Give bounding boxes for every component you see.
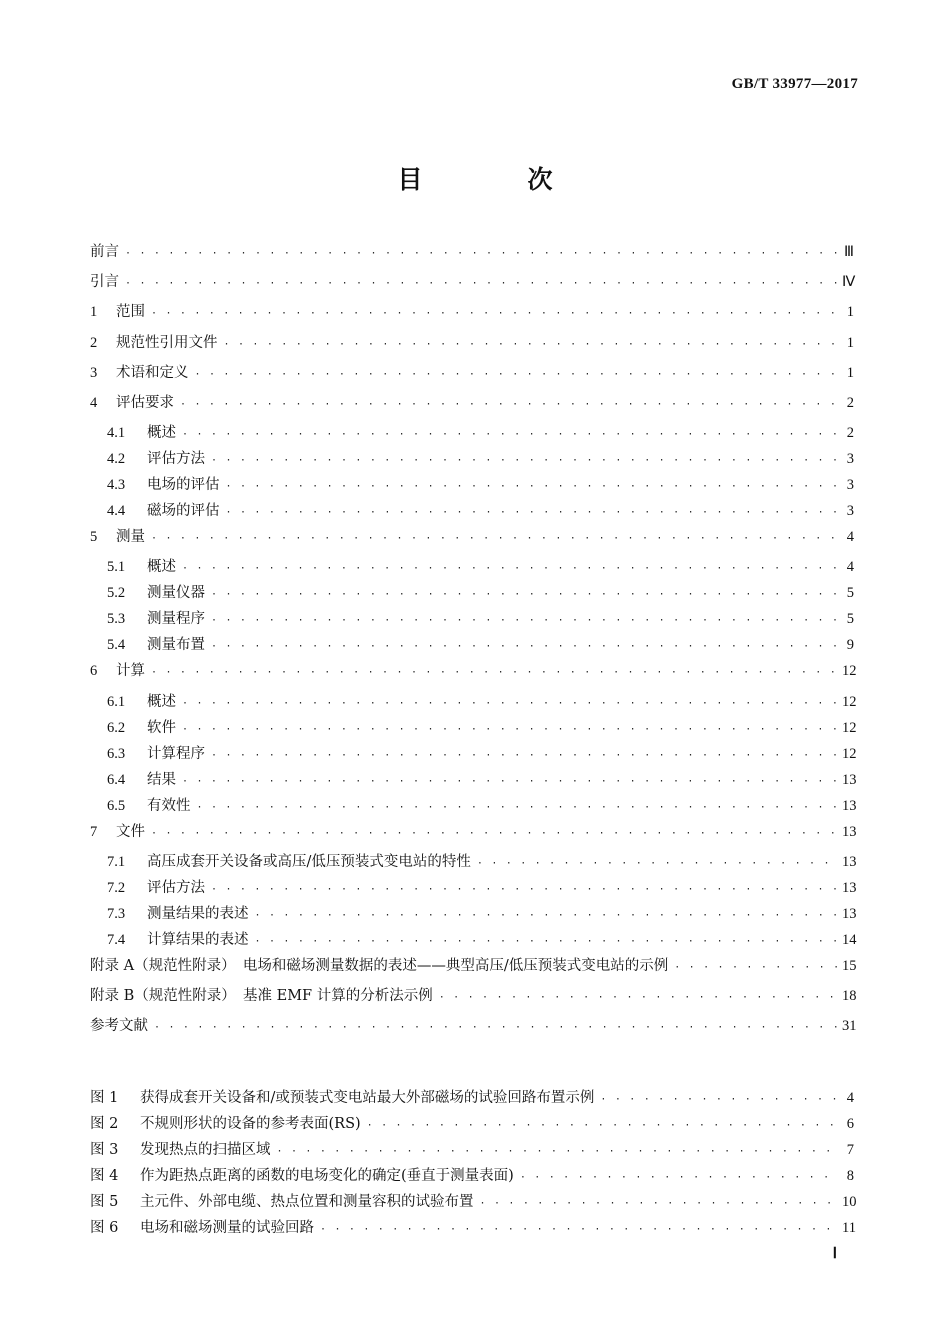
figure-entry-number: 图 2 [90, 1116, 119, 1132]
toc-entry[interactable] [90, 270, 854, 300]
toc-entry-page: 2 [846, 394, 854, 411]
dot-leader [180, 563, 838, 574]
toc-entry[interactable] [90, 555, 854, 581]
figure-entry[interactable] [90, 1164, 854, 1190]
toc-entry-label: 规范性引用文件 [116, 334, 218, 351]
toc-entry[interactable] [90, 902, 857, 928]
dot-leader [672, 962, 838, 973]
dot-leader [195, 802, 839, 813]
dot-leader [209, 750, 838, 761]
toc-entry[interactable] [90, 716, 857, 742]
toc-entry-label: 计算程序 [147, 745, 205, 762]
dot-leader [253, 936, 839, 947]
toc-entry-label: 参考文献 [90, 1018, 148, 1035]
table-of-contents [90, 240, 857, 1044]
toc-entry-label: 附录 A（规范性附录） 电场和磁场测量数据的表述——典型高压/低压预装式变电站的示例 [90, 957, 669, 974]
toc-entry-page: 13 [842, 905, 857, 922]
figure-entry-page: 10 [842, 1194, 857, 1210]
dot-leader [123, 278, 838, 289]
toc-entry-page: 12 [842, 719, 857, 736]
toc-entry-page: 12 [842, 663, 857, 680]
toc-entry-number: 2 [90, 334, 98, 351]
toc-entry[interactable] [90, 421, 854, 447]
toc-entry-number: 6.4 [107, 771, 126, 788]
toc-entry-label: 范围 [116, 304, 145, 321]
toc-entry-number: 4.3 [107, 477, 126, 494]
toc-entry-page: 31 [842, 1018, 857, 1035]
toc-entry[interactable] [90, 499, 854, 525]
page-title: 目 次 [397, 165, 593, 194]
toc-entry-number: 7.1 [107, 853, 126, 870]
dot-leader [123, 248, 838, 259]
dot-leader [518, 1172, 838, 1183]
toc-entry-number: 7.2 [107, 879, 126, 896]
figure-entry[interactable] [90, 1112, 854, 1138]
toc-entry[interactable] [90, 581, 854, 607]
figure-entry-number: 图 6 [90, 1220, 119, 1236]
toc-entry-number: 1 [90, 304, 98, 321]
figure-entry-label: 作为距热点距离的函数的电场变化的确定(垂直于测量表面) [140, 1168, 514, 1184]
standard-number: GB/T 33977—2017 [731, 76, 858, 92]
toc-entry-label: 磁场的评估 [147, 503, 220, 520]
dot-leader [193, 369, 839, 380]
dot-leader [475, 858, 838, 869]
toc-entry[interactable] [90, 361, 854, 391]
toc-entry-page: 2 [846, 425, 854, 442]
toc-entry-number: 5.2 [107, 585, 126, 602]
figure-entry-page: 8 [846, 1168, 854, 1184]
dot-leader [209, 884, 838, 895]
toc-entry-label: 有效性 [147, 797, 191, 814]
toc-entry-page: 18 [842, 987, 857, 1004]
toc-entry-number: 4.1 [107, 425, 126, 442]
figure-entry-label: 不规则形状的设备的参考表面(RS) [140, 1116, 361, 1132]
toc-entry[interactable] [90, 331, 854, 361]
toc-entry-label: 测量布置 [147, 637, 205, 654]
dot-leader [318, 1224, 838, 1235]
dot-leader [180, 776, 838, 787]
dot-leader [253, 910, 839, 921]
toc-entry-number: 6 [90, 663, 98, 680]
page-number: Ⅰ [832, 1246, 837, 1262]
figure-entry[interactable] [90, 1216, 854, 1242]
dot-leader [149, 533, 838, 544]
toc-entry[interactable] [90, 794, 857, 820]
toc-entry-number: 6.5 [107, 797, 126, 814]
figure-entry-page: 4 [846, 1090, 854, 1106]
toc-entry-page: 13 [842, 771, 857, 788]
toc-entry-page: 3 [846, 451, 854, 468]
toc-entry-page: 13 [842, 823, 857, 840]
dot-leader [222, 339, 839, 350]
toc-entry-page: 12 [842, 693, 857, 710]
toc-entry[interactable] [90, 447, 854, 473]
figure-entry[interactable] [90, 1138, 854, 1164]
dot-leader [149, 667, 838, 678]
toc-entry-page: 1 [846, 364, 854, 381]
figure-entry[interactable] [90, 1086, 854, 1112]
toc-entry-page: 4 [846, 559, 854, 576]
toc-entry-label: 引言 [90, 274, 119, 291]
toc-entry-label: 概述 [147, 693, 176, 710]
figure-entry-label: 发现热点的扫描区域 [140, 1142, 271, 1158]
toc-entry-label: 概述 [147, 559, 176, 576]
toc-entry-label: 附录 B（规范性附录） 基准 EMF 计算的分析法示例 [90, 987, 433, 1004]
figure-entry-label: 获得成套开关设备和/或预装式变电站最大外部磁场的试验回路布置示例 [140, 1090, 595, 1106]
toc-entry-label: 测量结果的表述 [147, 905, 249, 922]
toc-entry-number: 7.4 [107, 931, 126, 948]
toc-entry-number: 5.3 [107, 611, 126, 628]
toc-entry-label: 结果 [147, 771, 176, 788]
toc-entry-page: 13 [842, 879, 857, 896]
toc-entry-label: 评估方法 [147, 879, 205, 896]
dot-leader [152, 1022, 838, 1033]
figure-entry-label: 电场和磁场测量的试验回路 [140, 1220, 314, 1236]
toc-entry[interactable] [90, 850, 857, 876]
toc-entry-page: 5 [846, 611, 854, 628]
toc-entry-number: 4 [90, 394, 98, 411]
toc-entry[interactable] [90, 954, 857, 984]
toc-entry-number: 4.4 [107, 503, 126, 520]
figure-entry-label: 主元件、外部电缆、热点位置和测量容积的试验布置 [140, 1194, 474, 1210]
toc-entry-page: 14 [842, 931, 857, 948]
toc-entry-page: 13 [842, 797, 857, 814]
toc-entry[interactable] [90, 820, 857, 850]
toc-entry-label: 评估方法 [147, 451, 205, 468]
dot-leader [149, 308, 838, 319]
toc-entry-label: 计算 [116, 663, 145, 680]
dot-leader [437, 992, 838, 1003]
toc-entry-page: 12 [842, 745, 857, 762]
toc-entry[interactable] [90, 473, 854, 499]
toc-entry-label: 软件 [147, 719, 176, 736]
dot-leader [478, 1198, 839, 1209]
toc-entry-page: 3 [846, 477, 854, 494]
toc-entry-label: 概述 [147, 425, 176, 442]
toc-entry-label: 计算结果的表述 [147, 931, 249, 948]
dot-leader [209, 641, 838, 652]
toc-entry-label: 文件 [116, 823, 145, 840]
toc-entry-page: 13 [842, 853, 857, 870]
toc-entry-number: 4.2 [107, 451, 126, 468]
dot-leader [149, 828, 838, 839]
toc-entry-page: 5 [846, 585, 854, 602]
dot-leader [275, 1146, 839, 1157]
toc-entry[interactable] [90, 633, 854, 659]
toc-entry-label: 术语和定义 [116, 364, 189, 381]
toc-entry-label: 前言 [90, 244, 119, 260]
toc-entry-label: 电场的评估 [147, 477, 220, 494]
toc-entry-page: 15 [842, 957, 857, 974]
dot-leader [224, 481, 839, 492]
figure-entry-number: 图 3 [90, 1142, 119, 1158]
dot-leader [598, 1094, 838, 1105]
toc-entry-page: 1 [846, 304, 854, 321]
dot-leader [178, 399, 838, 410]
toc-entry[interactable] [90, 300, 854, 330]
toc-entry[interactable] [90, 928, 857, 954]
figure-entry-page: 6 [846, 1116, 854, 1132]
figure-entry-number: 图 4 [90, 1168, 119, 1184]
toc-entry-number: 3 [90, 364, 98, 381]
toc-entry-page: 9 [846, 637, 854, 654]
figure-list [90, 1086, 857, 1242]
dot-leader [209, 615, 838, 626]
toc-entry-number: 5.1 [107, 559, 126, 576]
toc-entry-page: 3 [846, 503, 854, 520]
toc-entry[interactable] [90, 876, 857, 902]
figure-entry-page: 11 [842, 1220, 856, 1236]
figure-entry-number: 图 1 [90, 1090, 119, 1106]
toc-entry-label: 测量程序 [147, 611, 205, 628]
toc-entry-number: 7.3 [107, 905, 126, 922]
dot-leader [180, 724, 838, 735]
toc-entry-label: 测量仪器 [147, 585, 205, 602]
dot-leader [224, 507, 839, 518]
toc-entry-label: 高压成套开关设备或高压/低压预装式变电站的特性 [147, 853, 471, 870]
dot-leader [209, 589, 838, 600]
figure-entry-page: 7 [846, 1142, 854, 1158]
toc-entry-number: 7 [90, 823, 98, 840]
toc-entry-number: 6.1 [107, 693, 126, 710]
toc-entry[interactable] [90, 391, 854, 421]
toc-entry-label: 测量 [116, 529, 145, 546]
toc-entry[interactable] [90, 607, 854, 633]
toc-entry-page: Ⅳ [842, 274, 856, 291]
toc-entry-number: 5 [90, 529, 98, 546]
toc-entry[interactable] [90, 1014, 857, 1044]
toc-entry[interactable] [90, 984, 857, 1014]
dot-leader [209, 455, 838, 466]
toc-entry-label: 评估要求 [116, 394, 174, 411]
toc-entry[interactable] [90, 525, 854, 555]
toc-entry[interactable] [90, 768, 857, 794]
toc-entry-page: 4 [846, 529, 854, 546]
toc-entry[interactable] [90, 659, 857, 689]
toc-entry-page: Ⅲ [844, 244, 854, 260]
toc-entry-page: 1 [846, 334, 854, 351]
figure-entry-number: 图 5 [90, 1194, 119, 1210]
dot-leader [180, 698, 838, 709]
toc-entry[interactable] [90, 690, 857, 716]
toc-entry-number: 5.4 [107, 637, 126, 654]
toc-entry-number: 6.2 [107, 719, 126, 736]
dot-leader [180, 429, 838, 440]
figure-entry[interactable] [90, 1190, 857, 1216]
dot-leader [365, 1120, 838, 1131]
toc-entry[interactable] [90, 742, 857, 768]
toc-entry-number: 6.3 [107, 745, 126, 762]
toc-entry[interactable] [90, 240, 854, 270]
